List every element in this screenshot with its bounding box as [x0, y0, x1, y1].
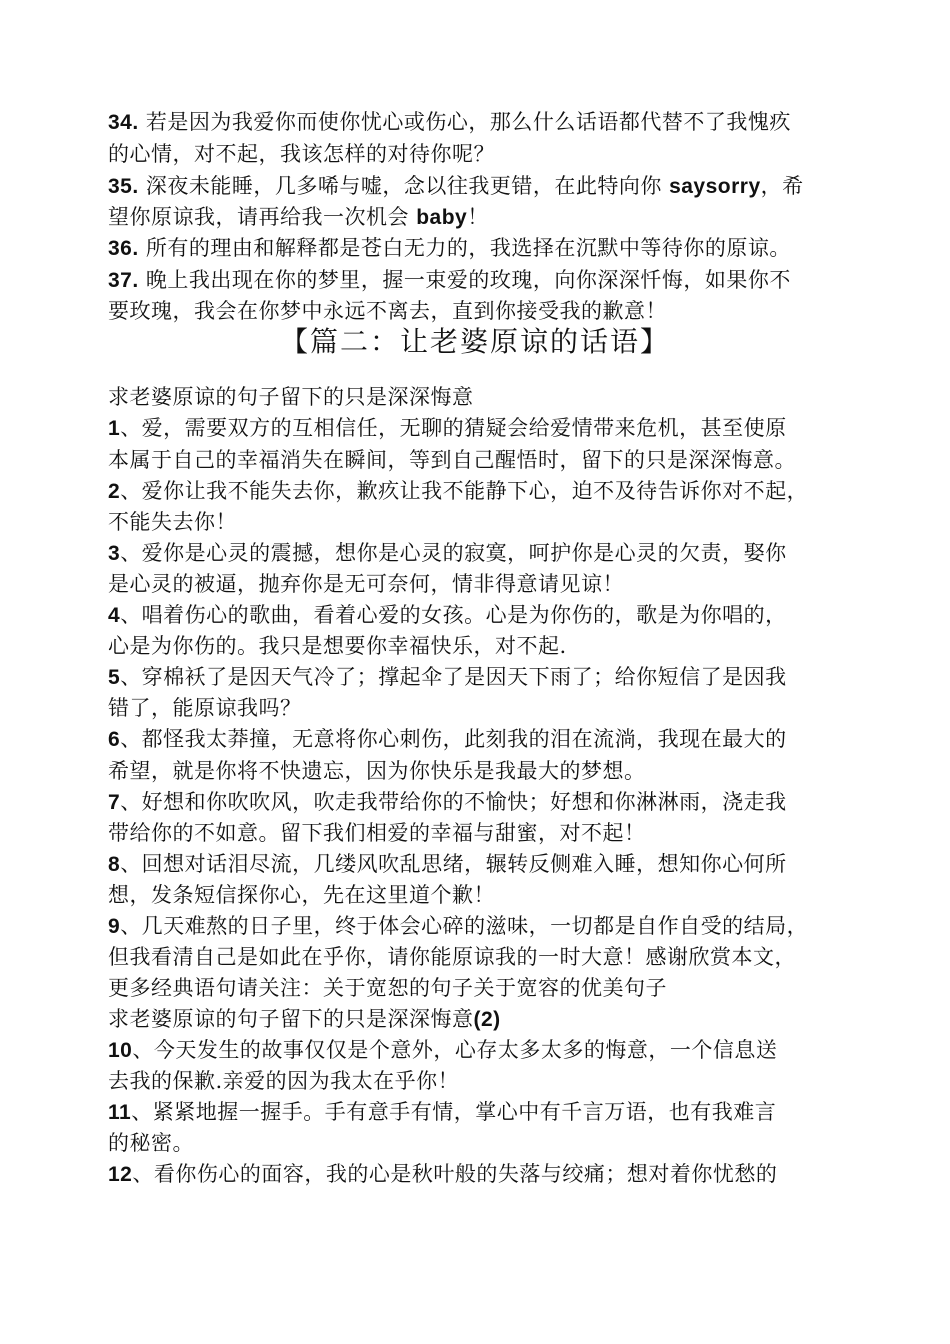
line-text: 、紧紧地握一握手。手有意手有情，掌心中有千言万语，也有我难言: [131, 1100, 777, 1124]
line-text: 的心情，对不起，我该怎样的对待你呢？: [108, 142, 495, 166]
text-line: [108, 1160, 777, 1189]
line-text: 、几天难熬的日子里，终于体会心碎的滋味，一切都是自作自受的结局，: [120, 914, 809, 938]
line-text: 所有的理由和解释都是苍白无力的，我选择在沉默中等待你的原谅。: [138, 236, 791, 260]
text-line: [108, 108, 791, 137]
text-line: [108, 819, 646, 848]
line-text: 晚上我出现在你的梦里，握一束爱的玫瑰，向你深深忏悔，如果你不: [138, 268, 791, 292]
line-text: 深夜未能睡，几多唏与嘘，念以往我更错，在此特向你: [138, 174, 670, 198]
text-line: [108, 1067, 459, 1096]
line-text-tail: ！: [467, 205, 489, 229]
line-text: 望你原谅我，请再给我一次机会: [108, 205, 417, 229]
line-text: 、回想对话泪尽流，几缕风吹乱思绪，辗转反侧难入睡，想知你心何所: [120, 852, 787, 876]
text-line: [108, 570, 624, 599]
text-line: [108, 757, 646, 786]
text-line: [108, 1036, 777, 1065]
text-line: [108, 1098, 776, 1127]
line-text: 更多经典语句请关注：关于宽恕的句子关于宽容的优美句子: [108, 976, 667, 1000]
line-text: 的秘密。: [108, 1131, 194, 1155]
item-number: 3: [108, 542, 121, 565]
text-line: [108, 414, 787, 443]
item-number: 1: [108, 417, 121, 440]
item-number: 5: [108, 666, 121, 689]
text-line: [108, 601, 787, 630]
line-text: 求老婆原谅的句子留下的只是深深悔意: [108, 385, 474, 409]
text-line: [108, 446, 796, 475]
text-line: [108, 663, 787, 692]
text-line: [108, 881, 495, 910]
item-number: 11: [108, 1101, 132, 1124]
line-text: 本属于自己的幸福消失在瞬间，等到自己醒悟时，留下的只是深深悔意。: [108, 448, 796, 472]
text-line: [108, 788, 787, 817]
line-text: 、唱着伤心的歌曲，看着心爱的女孩。心是为你伤的，歌是为你唱的，: [120, 603, 787, 627]
line-text-tail: ，希: [760, 174, 804, 198]
text-line: [108, 172, 804, 201]
text-line: [108, 694, 302, 723]
text-line: [108, 266, 791, 295]
line-text: 求老婆原谅的句子留下的只是深深悔意: [108, 1007, 474, 1031]
line-text: 、爱，需要双方的互相信任，无聊的猜疑会给爱情带来危机，甚至使原: [120, 416, 787, 440]
text-line: [108, 974, 667, 1003]
line-text: 希望，就是你将不快遗忘，因为你快乐是我最大的梦想。: [108, 759, 646, 783]
line-text: 心是为你伤的。我只是想要你幸福快乐，对不起.: [108, 634, 567, 658]
text-line: [108, 943, 796, 972]
item-number: 37.: [108, 269, 139, 292]
line-text: 、今天发生的故事仅仅是个意外，心存太多太多的悔意，一个信息送: [132, 1038, 778, 1062]
item-number: 7: [108, 791, 121, 814]
item-number: 2: [108, 480, 121, 503]
text-line: [108, 234, 791, 263]
line-text: 不能失去你！: [108, 510, 237, 534]
text-line: [108, 1005, 501, 1034]
line-text: 要玫瑰，我会在你梦中永远不离去，直到你接受我的歉意！: [108, 299, 667, 323]
text-line: [108, 850, 787, 879]
line-text: 、爱你是心灵的震撼，想你是心灵的寂寞，呵护你是心灵的欠责，娶你: [120, 541, 787, 565]
line-text: 、穿棉袄了是因天气冷了；撑起伞了是因天下雨了；给你短信了是因我: [120, 665, 787, 689]
line-text: 若是因为我爱你而使你忧心或伤心，那么什么话语都代替不了我愧疚: [138, 110, 791, 134]
latin-text: saysorry: [669, 175, 761, 198]
line-text: 带给你的不如意。留下我们相爱的幸福与甜蜜，对不起！: [108, 821, 646, 845]
item-number: 4: [108, 604, 121, 627]
latin-text: baby: [416, 206, 468, 229]
item-number: 12: [108, 1163, 133, 1186]
item-number: 10: [108, 1039, 133, 1062]
text-line: [108, 912, 808, 941]
item-number: 9: [108, 915, 121, 938]
line-text: 是心灵的被逼，抛弃你是无可奈何，情非得意请见谅！: [108, 572, 624, 596]
text-line: [108, 383, 474, 412]
text-line: [108, 632, 567, 661]
text-line: [108, 539, 787, 568]
line-text: 、都怪我太莽撞，无意将你心刺伤，此刻我的泪在流淌，我现在最大的: [120, 727, 787, 751]
text-line: [108, 140, 495, 169]
item-number: 6: [108, 728, 121, 751]
item-number: 8: [108, 853, 121, 876]
line-text: 但我看清自己是如此在乎你，请你能原谅我的一时大意！感谢欣赏本文，: [108, 945, 796, 969]
text-line: [108, 1129, 194, 1158]
line-text: 、看你伤心的面容，我的心是秋叶般的失落与绞痛；想对着你忧愁的: [132, 1162, 778, 1186]
line-text: 、爱你让我不能失去你，歉疚让我不能静下心，迫不及待告诉你对不起，: [120, 479, 809, 503]
text-line: [108, 203, 489, 232]
line-text: 、好想和你吹吹风，吹走我带给你的不愉快；好想和你淋淋雨，浇走我: [120, 790, 787, 814]
item-number: 36.: [108, 237, 139, 260]
section-heading: 【篇二：让老婆原谅的话语】: [279, 325, 670, 358]
text-line: [108, 508, 237, 537]
line-text: 去我的保歉.亲爱的因为我太在乎你！: [108, 1069, 460, 1093]
latin-text: (2): [473, 1008, 501, 1031]
text-line: [108, 477, 808, 506]
line-text: 错了，能原谅我吗？: [108, 696, 302, 720]
item-number: 34.: [108, 111, 139, 134]
line-text: 想，发条短信探你心，先在这里道个歉！: [108, 883, 495, 907]
text-line: [108, 725, 787, 754]
item-number: 35.: [108, 175, 139, 198]
